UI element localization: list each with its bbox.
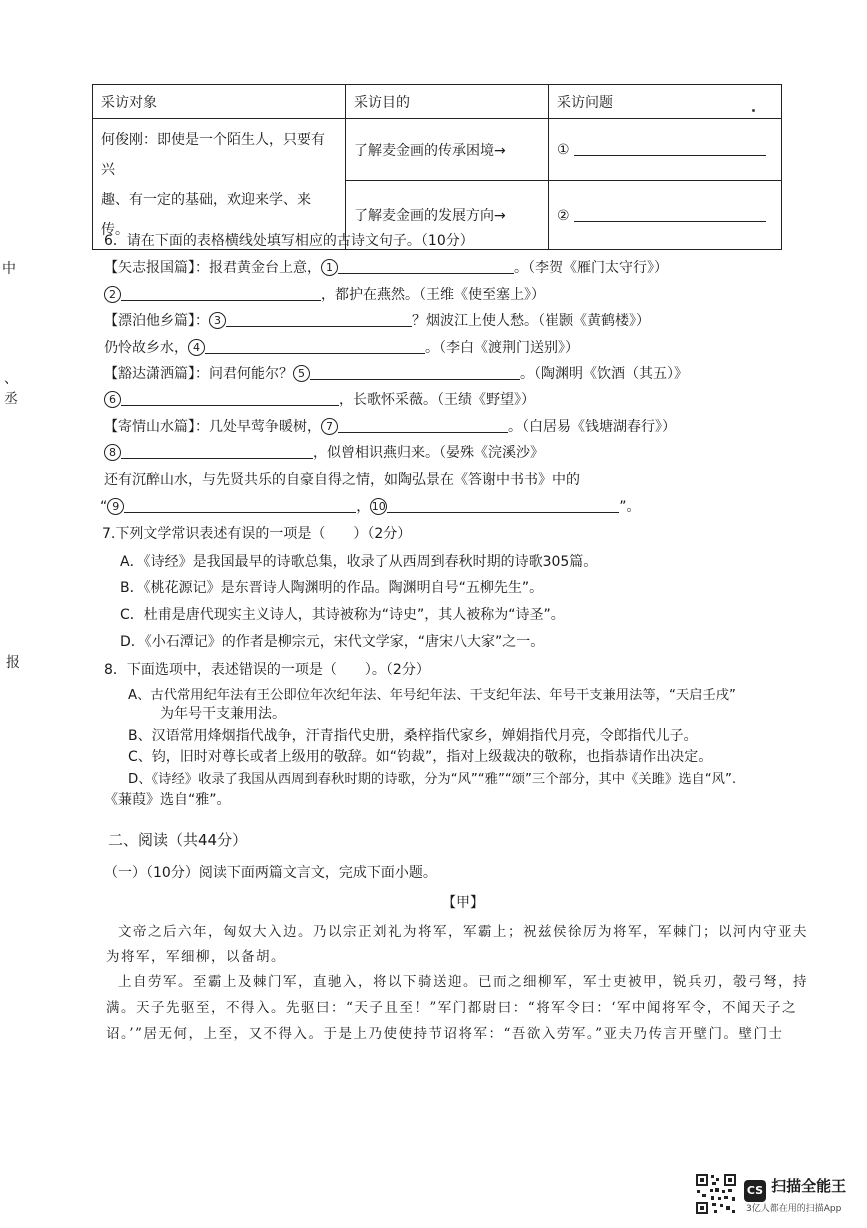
- interviewee-text-line: 何俊刚：即使是一个陌生人，只要有兴: [101, 132, 325, 178]
- answer-blank[interactable]: [124, 498, 356, 513]
- answer-blank[interactable]: [310, 365, 520, 380]
- q6-line: 还有沉醉山水，与先贤共乐的自豪自得之情，如陶弘景在《答谢中书书》中的: [104, 472, 580, 488]
- scan-dot: [752, 109, 755, 112]
- blank-number: 7: [321, 418, 338, 435]
- qr-code-icon: [694, 1172, 738, 1216]
- option-c[interactable]: C．杜甫是唐代现实主义诗人，其诗被称为“诗史”，其人被称为“诗圣”。: [120, 607, 565, 623]
- answer-number: ②: [557, 207, 570, 224]
- blank-number: 8: [104, 444, 121, 461]
- passage-line: 文帝之后六年，匈奴大入边。乃以宗正刘礼为将军，军霸上；祝兹侯徐厉为将军，军棘门；以河内守亚夫: [118, 924, 808, 940]
- goal-cell: 了解麦金画的发展方向→: [346, 181, 549, 250]
- answer-blank[interactable]: [121, 444, 313, 459]
- blank-number: 2: [104, 286, 121, 303]
- passage-line: 为将军，军细柳，以备胡。: [106, 949, 286, 965]
- option-c[interactable]: C、钧，旧时对尊长或者上级用的敬辞。如“钧裁”，指对上级裁决的敬称，也指恭请作出决定。: [128, 749, 713, 765]
- interview-table: [92, 84, 782, 250]
- q6-line: 2 ，都护在燕然。（王维《使至塞上》）: [104, 284, 545, 304]
- q6-line: 【豁达潇洒篇】：问君何能尔？ 5 。（陶渊明《饮酒（其五）》: [104, 366, 688, 382]
- option-b[interactable]: B、汉语常用烽烟指代战争，汗青指代史册，桑梓指代家乡，婵娟指代月亮，令郎指代儿子。: [128, 728, 698, 744]
- answer-blank[interactable]: [574, 207, 766, 222]
- answer-blank[interactable]: [121, 391, 339, 406]
- answer-blank[interactable]: [338, 418, 508, 433]
- q6-line: 6 ，长歌怀采薇。（王绩《野望》）: [104, 389, 535, 409]
- answer-blank[interactable]: [574, 141, 766, 156]
- option-a[interactable]: A．《诗经》是我国最早的诗歌总集，收录了从西周到春秋时期的诗歌305篇。: [120, 554, 598, 570]
- blank-number: 10: [371, 500, 386, 513]
- answer-blank[interactable]: [226, 312, 412, 327]
- scanner-app-name: 扫描全能王: [771, 1177, 847, 1195]
- q6-line: 【矢志报国篇】：报君黄金台上意， 1 。（李贺《雁门太守行》）: [104, 260, 668, 276]
- question-6-title: 6．请在下面的表格横线处填写相应的古诗文句子。（10分）: [104, 233, 474, 249]
- blank-number: 9: [107, 498, 124, 515]
- passage-line: 上自劳军。至霸上及棘门军，直驰入，将以下骑送迎。已而之细柳军，军士吏被甲，锐兵刃，彀弓弩，持: [118, 974, 808, 990]
- blank-number: 4: [188, 339, 205, 356]
- option-d[interactable]: D、《诗经》收录了我国从西周到春秋时期的诗歌，分为“风”“雅”“颂”三个部分，其中《关雎》选自“风”.: [128, 772, 737, 787]
- question-8-title: 8．下面选项中，表述错误的一项是（ ）。（2分）: [104, 662, 430, 678]
- scanner-tagline: 3亿人都在用的扫描App: [746, 1204, 842, 1214]
- margin-fragment: 报: [6, 655, 20, 671]
- margin-fragment: 、: [4, 371, 18, 387]
- q6-line: 仍怜故乡水， 4 。（李白《渡荆门送别》）: [104, 340, 579, 356]
- table-header-object: 采访对象: [93, 85, 346, 119]
- answer-number: ①: [557, 142, 570, 159]
- answer-blank[interactable]: [121, 286, 321, 301]
- q6-line: 【漂泊他乡篇】： 3 ？烟波江上使人愁。（崔颢《黄鹤楼》）: [104, 313, 650, 329]
- table-header-goal: 采访目的: [346, 85, 549, 119]
- blank-number: 5: [293, 365, 310, 382]
- scanner-brand: [744, 1175, 846, 1202]
- passage-line: 诏。’”居无何，上至，又不得入。于是上乃使使持节诏将军：“吾欲入劳军。”亚夫乃传言开壁门。壁门士: [106, 1026, 784, 1042]
- option-a-cont: 为年号干支兼用法。: [160, 706, 286, 722]
- blank-number: 6: [104, 391, 121, 408]
- goal-cell: 了解麦金画的传承困境→: [346, 119, 549, 181]
- table-header-question: 采访问题: [549, 85, 782, 119]
- question-7-title: 7.下列文学常识表述有误的一项是（ ）（2分）: [102, 526, 412, 542]
- option-d-cont: 《蒹葭》选自“雅”。: [104, 792, 231, 808]
- passage-line: 满。天子先驱至，不得入。先驱曰：“天子且至！”军门都尉曰：“将军令曰：‘军中闻将军令，不闻天子之: [106, 1000, 797, 1016]
- blank-number: 3: [209, 312, 226, 329]
- margin-fragment: 丞: [4, 391, 18, 407]
- answer-blank[interactable]: [205, 339, 425, 354]
- q6-line: 8 ，似曾相识燕归来。（晏殊《浣溪沙》: [104, 442, 544, 462]
- option-a[interactable]: A、古代常用纪年法有王公即位年次纪年法、年号纪年法、干支纪年法、年号干支兼用法等，“天启壬戌”: [128, 688, 736, 703]
- answer-blank[interactable]: [338, 259, 514, 274]
- margin-fragment: 中: [2, 261, 16, 277]
- option-d[interactable]: D．《小石潭记》的作者是柳宗元，宋代文学家，“唐宋八大家”之一。: [120, 634, 545, 650]
- interviewee-text-line: 趣、有一定的基础，欢迎来学、来传。: [101, 192, 311, 238]
- question-cell[interactable]: [549, 119, 782, 181]
- section-subtitle: （一）（10分）阅读下面两篇文言文，完成下面小题。: [104, 865, 437, 881]
- q6-line: “ 9 ， 10 ”。: [100, 499, 641, 515]
- cs-logo-icon: CS: [744, 1180, 766, 1202]
- passage-label: 【甲】: [442, 895, 484, 911]
- section-title: 二、阅读（共44分）: [108, 831, 248, 849]
- answer-blank[interactable]: [387, 498, 619, 513]
- question-cell[interactable]: [549, 181, 782, 250]
- blank-number: 1: [321, 259, 338, 276]
- q6-line: 【寄情山水篇】：几处早莺争暖树， 7 。（白居易《钱塘湖春行》）: [104, 419, 676, 435]
- option-b[interactable]: B．《桃花源记》是东晋诗人陶渊明的作品。陶渊明自号“五柳先生”。: [120, 580, 544, 596]
